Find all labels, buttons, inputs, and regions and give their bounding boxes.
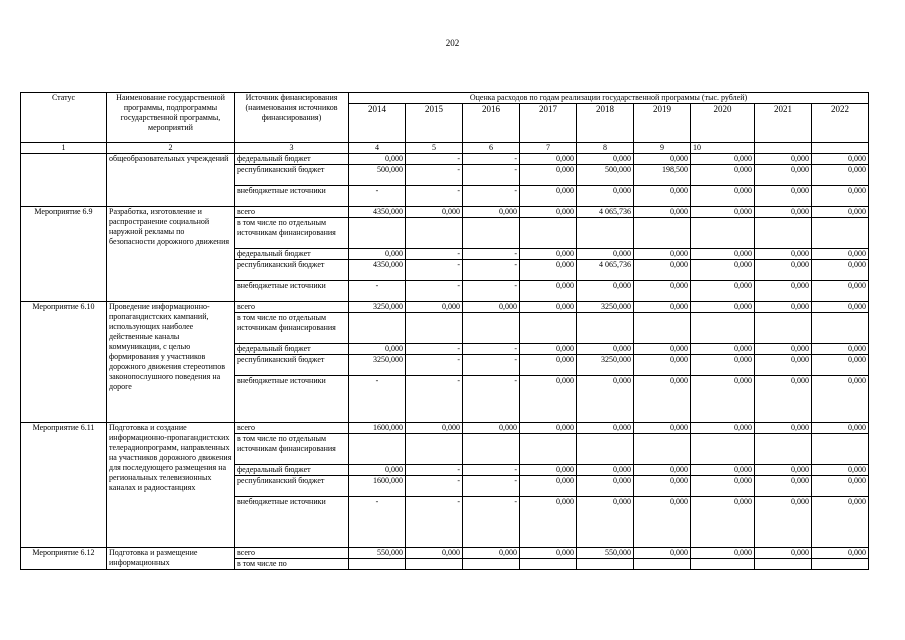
value-cell: 0,000 <box>691 281 755 302</box>
value-cell: 0,000 <box>520 548 577 559</box>
value-cell: 0,000 <box>406 302 463 313</box>
value-cell: 0,000 <box>691 376 755 423</box>
source-cell: федеральный бюджет <box>235 154 349 165</box>
value-cell: 0,000 <box>577 281 634 302</box>
value-cell: - <box>406 165 463 186</box>
value-cell <box>755 313 812 344</box>
value-cell: 0,000 <box>634 249 691 260</box>
source-cell: в том числе по отдельным источникам финансирования <box>235 434 349 465</box>
value-cell: 0,000 <box>520 355 577 376</box>
value-cell: 0,000 <box>755 497 812 548</box>
value-cell: - <box>463 344 520 355</box>
value-cell: - <box>463 355 520 376</box>
value-cell: 0,000 <box>634 260 691 281</box>
value-cell <box>812 559 869 570</box>
source-cell: в том числе по отдельным источникам финансирования <box>235 218 349 249</box>
value-cell <box>577 434 634 465</box>
value-cell: 0,000 <box>812 249 869 260</box>
value-cell: 3250,000 <box>577 355 634 376</box>
header-year: 2018 <box>577 104 634 143</box>
value-cell <box>755 218 812 249</box>
value-cell: - <box>406 249 463 260</box>
value-cell: 0,000 <box>755 476 812 497</box>
value-cell: 0,000 <box>349 154 406 165</box>
value-cell: 0,000 <box>634 344 691 355</box>
value-cell: 4 065,736 <box>577 260 634 281</box>
value-cell <box>755 559 812 570</box>
value-cell: - <box>463 260 520 281</box>
value-cell <box>463 313 520 344</box>
value-cell: 0,000 <box>691 154 755 165</box>
value-cell: - <box>406 344 463 355</box>
source-cell: федеральный бюджет <box>235 249 349 260</box>
table-row <box>21 302 869 313</box>
value-cell: 0,000 <box>691 207 755 218</box>
value-cell: 0,000 <box>755 186 812 207</box>
header-status: Статус <box>21 93 107 143</box>
status-cell: Мероприятие 6.11 <box>21 423 107 548</box>
value-cell: - <box>406 154 463 165</box>
value-cell: 0,000 <box>755 302 812 313</box>
value-cell: - <box>463 376 520 423</box>
value-cell: 0,000 <box>349 344 406 355</box>
measure-name-cell: общеобразовательных учреждений <box>107 154 235 207</box>
value-cell: 0,000 <box>634 497 691 548</box>
header-year: 2015 <box>406 104 463 143</box>
value-cell <box>406 559 463 570</box>
value-cell: 0,000 <box>812 476 869 497</box>
value-cell: 0,000 <box>520 465 577 476</box>
value-cell: - <box>349 186 406 207</box>
value-cell <box>463 434 520 465</box>
value-cell: 0,000 <box>634 548 691 559</box>
index-cell: 1 <box>21 143 107 154</box>
value-cell: 3250,000 <box>577 302 634 313</box>
table-row <box>21 548 869 559</box>
index-cell: 10 <box>691 143 755 154</box>
value-cell: 0,000 <box>691 165 755 186</box>
value-cell: 0,000 <box>577 476 634 497</box>
value-cell <box>577 218 634 249</box>
value-cell <box>463 559 520 570</box>
value-cell: 0,000 <box>755 165 812 186</box>
value-cell: 0,000 <box>755 154 812 165</box>
source-cell: в том числе по отдельным источникам финансирования <box>235 313 349 344</box>
value-cell: 0,000 <box>691 465 755 476</box>
header-year: 2014 <box>349 104 406 143</box>
value-cell: 0,000 <box>634 186 691 207</box>
value-cell: 0,000 <box>520 154 577 165</box>
value-cell <box>634 434 691 465</box>
measure-name-cell: Подготовка и размещение информационных <box>107 548 235 570</box>
value-cell: 0,000 <box>520 207 577 218</box>
value-cell: 0,000 <box>812 154 869 165</box>
source-cell: в том числе по <box>235 559 349 570</box>
header-year: 2022 <box>812 104 869 143</box>
value-cell: 0,000 <box>577 497 634 548</box>
value-cell: 0,000 <box>577 423 634 434</box>
value-cell <box>406 434 463 465</box>
value-cell: 0,000 <box>691 249 755 260</box>
value-cell: 0,000 <box>755 344 812 355</box>
value-cell: 0,000 <box>634 423 691 434</box>
value-cell: 0,000 <box>463 207 520 218</box>
value-cell: 3250,000 <box>349 302 406 313</box>
value-cell: 0,000 <box>812 497 869 548</box>
source-cell: внебюджетные источники <box>235 186 349 207</box>
value-cell <box>691 218 755 249</box>
index-cell: 5 <box>406 143 463 154</box>
value-cell: 0,000 <box>691 497 755 548</box>
value-cell: 0,000 <box>520 165 577 186</box>
value-cell <box>691 559 755 570</box>
value-cell <box>349 218 406 249</box>
source-cell: всего <box>235 302 349 313</box>
index-cell: 3 <box>235 143 349 154</box>
source-cell: всего <box>235 548 349 559</box>
value-cell: 0,000 <box>691 344 755 355</box>
value-cell: 0,000 <box>812 260 869 281</box>
index-cell <box>755 143 812 154</box>
index-row <box>21 143 869 154</box>
value-cell: - <box>463 476 520 497</box>
value-cell: 0,000 <box>812 344 869 355</box>
value-cell: 0,000 <box>520 249 577 260</box>
header-row <box>21 93 869 104</box>
value-cell: 0,000 <box>755 465 812 476</box>
value-cell: 0,000 <box>812 548 869 559</box>
status-cell <box>21 154 107 207</box>
value-cell: 500,000 <box>349 165 406 186</box>
value-cell <box>520 313 577 344</box>
value-cell <box>520 559 577 570</box>
header-year: 2016 <box>463 104 520 143</box>
value-cell <box>812 218 869 249</box>
value-cell: 1600,000 <box>349 476 406 497</box>
value-cell <box>691 434 755 465</box>
value-cell: 0,000 <box>634 376 691 423</box>
source-cell: всего <box>235 423 349 434</box>
value-cell: 0,000 <box>691 302 755 313</box>
value-cell <box>406 313 463 344</box>
value-cell: 0,000 <box>577 465 634 476</box>
value-cell: 4350,000 <box>349 260 406 281</box>
value-cell: - <box>406 476 463 497</box>
header-year: 2017 <box>520 104 577 143</box>
value-cell: 550,000 <box>349 548 406 559</box>
source-cell: внебюджетные источники <box>235 497 349 548</box>
value-cell: 0,000 <box>691 423 755 434</box>
budget-table <box>20 92 869 570</box>
value-cell: - <box>463 249 520 260</box>
source-cell: внебюджетные источники <box>235 376 349 423</box>
source-cell: всего <box>235 207 349 218</box>
value-cell: 0,000 <box>634 302 691 313</box>
value-cell: 0,000 <box>812 165 869 186</box>
value-cell: 0,000 <box>755 548 812 559</box>
value-cell <box>577 313 634 344</box>
table-row <box>21 423 869 434</box>
source-cell: федеральный бюджет <box>235 344 349 355</box>
value-cell <box>349 559 406 570</box>
value-cell: 0,000 <box>406 423 463 434</box>
source-cell: федеральный бюджет <box>235 465 349 476</box>
value-cell: 0,000 <box>755 355 812 376</box>
value-cell <box>634 218 691 249</box>
value-cell <box>812 313 869 344</box>
value-cell: - <box>349 376 406 423</box>
status-cell: Мероприятие 6.9 <box>21 207 107 302</box>
value-cell: 0,000 <box>755 281 812 302</box>
value-cell: 4350,000 <box>349 207 406 218</box>
value-cell: 0,000 <box>406 548 463 559</box>
value-cell <box>463 218 520 249</box>
value-cell: 0,000 <box>520 376 577 423</box>
value-cell <box>349 434 406 465</box>
value-cell: 4 065,736 <box>577 207 634 218</box>
value-cell <box>634 313 691 344</box>
table-row <box>21 207 869 218</box>
index-cell: 4 <box>349 143 406 154</box>
value-cell: 0,000 <box>691 476 755 497</box>
value-cell: 3250,000 <box>349 355 406 376</box>
header-estimate: Оценка расходов по годам реализации государственной программы (тыс. рублей) <box>349 93 869 104</box>
value-cell: 0,000 <box>691 355 755 376</box>
value-cell: 0,000 <box>520 344 577 355</box>
value-cell: 0,000 <box>349 465 406 476</box>
value-cell: - <box>463 154 520 165</box>
value-cell: 0,000 <box>755 376 812 423</box>
value-cell <box>634 559 691 570</box>
value-cell: 0,000 <box>812 423 869 434</box>
value-cell: 0,000 <box>520 281 577 302</box>
value-cell: 0,000 <box>634 355 691 376</box>
header-name: Наименование государственной программы, подпрограммы государственной программы, мероприятий <box>107 93 235 143</box>
status-cell: Мероприятие 6.12 <box>21 548 107 570</box>
value-cell <box>577 559 634 570</box>
value-cell: 0,000 <box>577 186 634 207</box>
status-cell: Мероприятие 6.10 <box>21 302 107 423</box>
value-cell: 0,000 <box>577 376 634 423</box>
value-cell: 0,000 <box>577 154 634 165</box>
value-cell: 0,000 <box>812 376 869 423</box>
value-cell: 0,000 <box>812 355 869 376</box>
value-cell: 0,000 <box>634 207 691 218</box>
value-cell: 0,000 <box>634 154 691 165</box>
value-cell: 0,000 <box>691 260 755 281</box>
index-cell <box>812 143 869 154</box>
value-cell: - <box>463 281 520 302</box>
source-cell: республиканский бюджет <box>235 476 349 497</box>
value-cell: 0,000 <box>812 186 869 207</box>
value-cell: - <box>406 186 463 207</box>
value-cell <box>755 434 812 465</box>
value-cell: 0,000 <box>349 249 406 260</box>
value-cell: - <box>406 281 463 302</box>
value-cell: 0,000 <box>755 249 812 260</box>
value-cell: - <box>463 465 520 476</box>
value-cell: - <box>406 376 463 423</box>
value-cell: - <box>349 281 406 302</box>
header-year: 2020 <box>691 104 755 143</box>
value-cell: - <box>406 260 463 281</box>
value-cell: 0,000 <box>634 465 691 476</box>
value-cell <box>520 218 577 249</box>
value-cell: 0,000 <box>812 207 869 218</box>
value-cell: 0,000 <box>634 281 691 302</box>
value-cell: 0,000 <box>520 186 577 207</box>
value-cell: 0,000 <box>691 186 755 207</box>
value-cell: 0,000 <box>755 423 812 434</box>
value-cell: 0,000 <box>634 476 691 497</box>
source-cell: республиканский бюджет <box>235 260 349 281</box>
value-cell <box>520 434 577 465</box>
value-cell <box>406 218 463 249</box>
value-cell: 550,000 <box>577 548 634 559</box>
value-cell: 0,000 <box>577 249 634 260</box>
index-cell: 8 <box>577 143 634 154</box>
value-cell <box>691 313 755 344</box>
value-cell: - <box>463 497 520 548</box>
value-cell: 0,000 <box>755 207 812 218</box>
value-cell: 0,000 <box>577 344 634 355</box>
value-cell: - <box>406 465 463 476</box>
value-cell: - <box>463 186 520 207</box>
index-cell: 2 <box>107 143 235 154</box>
value-cell: 0,000 <box>520 476 577 497</box>
value-cell: 0,000 <box>812 281 869 302</box>
measure-name-cell: Проведение информационно-пропагандистских кампаний, использующих наиболее действенные каналы коммуникации, с целью формирования у участников дорожного движения стереотипов законопослушного поведения на дороге <box>107 302 235 423</box>
measure-name-cell: Разработка, изготовление и распространение социальной наружной рекламы по безопасности дорожного движения <box>107 207 235 302</box>
value-cell <box>349 313 406 344</box>
value-cell: 0,000 <box>812 302 869 313</box>
source-cell: внебюджетные источники <box>235 281 349 302</box>
measure-name-cell: Подготовка и создание информационно-пропагандистских телерадиопрограмм, направленных на участников дорожного движения для последующего размещения на региональных телевизионных каналах и радиостанциях <box>107 423 235 548</box>
value-cell: 0,000 <box>520 260 577 281</box>
source-cell: республиканский бюджет <box>235 355 349 376</box>
value-cell: - <box>463 165 520 186</box>
header-year: 2019 <box>634 104 691 143</box>
value-cell: - <box>406 497 463 548</box>
value-cell: - <box>406 355 463 376</box>
page-number: 202 <box>445 38 460 48</box>
value-cell: 500,000 <box>577 165 634 186</box>
value-cell: 0,000 <box>755 260 812 281</box>
value-cell: 1600,000 <box>349 423 406 434</box>
value-cell <box>812 434 869 465</box>
table-row <box>21 154 869 165</box>
header-year: 2021 <box>755 104 812 143</box>
index-cell: 9 <box>634 143 691 154</box>
value-cell: 0,000 <box>520 302 577 313</box>
index-cell: 7 <box>520 143 577 154</box>
value-cell: 198,500 <box>634 165 691 186</box>
value-cell: 0,000 <box>406 207 463 218</box>
source-cell: республиканский бюджет <box>235 165 349 186</box>
value-cell: 0,000 <box>463 423 520 434</box>
index-cell: 6 <box>463 143 520 154</box>
value-cell: - <box>349 497 406 548</box>
value-cell: 0,000 <box>520 423 577 434</box>
value-cell: 0,000 <box>520 497 577 548</box>
header-source: Источник финансирования (наименования источников финансирования) <box>235 93 349 143</box>
value-cell: 0,000 <box>691 548 755 559</box>
value-cell: 0,000 <box>812 465 869 476</box>
value-cell: 0,000 <box>463 302 520 313</box>
value-cell: 0,000 <box>463 548 520 559</box>
